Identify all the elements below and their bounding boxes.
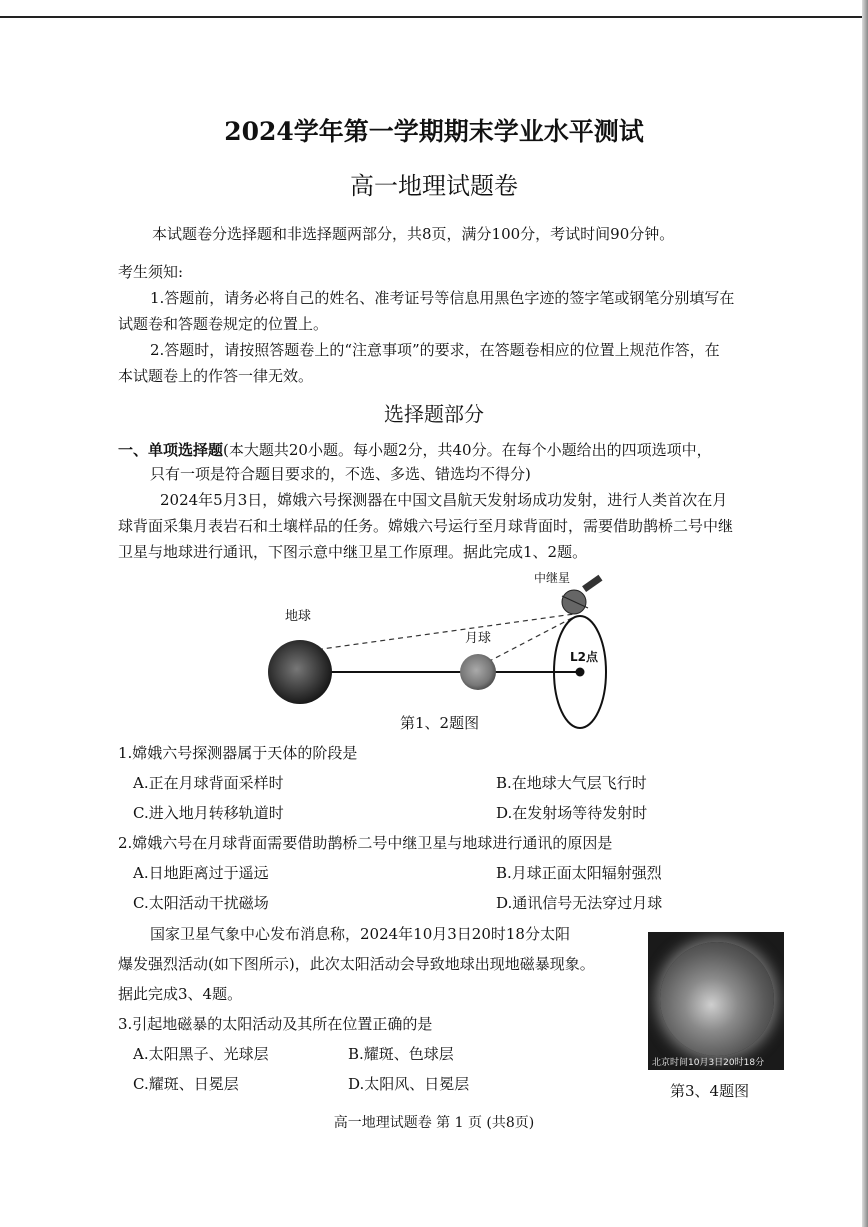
question-2-option-d[interactable]: D.通讯信号无法穿过月球 [496,894,663,912]
question-1-stem: 1.嫦娥六号探测器属于天体的阶段是 [118,744,358,762]
sun-disk-icon [660,942,774,1056]
passage-1-line-2: 球背面采集月表岩石和土壤样品的任务。嫦娥六号运行至月球背面时，需要借助鹊桥二号中继 [118,517,734,535]
question-1-option-c[interactable]: C.进入地月转移轨道时 [133,804,284,822]
question-3-option-a[interactable]: A.太阳黑子、光球层 [133,1045,269,1063]
earth-label: 地球 [284,609,312,624]
relay-satellite-diagram [250,566,630,732]
question-2-option-b[interactable]: B.月球正面太阳辐射强烈 [496,864,662,882]
question-2-option-c[interactable]: C.太阳活动干扰磁场 [133,894,269,912]
question-1-option-a[interactable]: A.正在月球背面采样时 [133,774,284,792]
l2-point-marker [576,668,585,677]
exam-intro: 本试题卷分选择题和非选择题两部分，共8页，满分100分，考试时间90分钟。 [152,225,675,243]
question-2-stem: 2.嫦娥六号在月球背面需要借助鹊桥二号中继卫星与地球进行通讯的原因是 [118,834,613,852]
passage-2-line-3: 据此完成3、4题。 [118,985,243,1003]
relay-satellite-label: 中继星 [533,571,571,585]
moon-icon [460,654,496,690]
passage-1-line-1: 2024年5月3日，嫦娥六号探测器在中国文昌航天发射场成功发射，进行人类首次在月 [160,491,728,509]
part-heading [118,440,712,460]
earth-icon [268,640,332,704]
moon-label: 月球 [464,631,492,646]
diagram-caption: 第1、2题图 [400,714,480,732]
part-description-1: (本大题共20小题。每小题2分，共40分。在每个小题给出的四项选项中， [223,441,712,459]
passage-1-line-3: 卫星与地球进行通讯，下图示意中继卫星工作原理。据此完成1、2题。 [118,543,588,561]
passage-2-line-1: 国家卫星气象中心发布消息称，2024年10月3日20时18分太阳 [150,925,570,943]
notice-heading: 考生须知: [118,263,184,281]
photo-timestamp: 北京时间10月3日20时18分 [652,1058,765,1068]
solar-activity-photo [648,932,784,1070]
question-2-option-a[interactable]: A.日地距离过于遥远 [133,864,269,882]
question-3-option-c[interactable]: C.耀斑、日冕层 [133,1075,239,1093]
section-title: 选择题部分 [384,402,484,426]
part-label: 一、单项选择题 [118,441,224,459]
page-top-edge [0,16,868,18]
page-footer: 高一地理试题卷 第 1 页 (共8页) [333,1115,535,1131]
question-3-stem: 3.引起地磁暴的太阳活动及其所在位置正确的是 [118,1015,433,1033]
part-description-2: 只有一项是符合题目要求的，不选、多选、错选均不得分) [150,465,531,483]
notice-item-1-line-1: 1.答题前，请务必将自己的姓名、准考证号等信息用黑色字迹的签字笔或钢笔分别填写在 [150,289,735,307]
question-1-option-b[interactable]: B.在地球大气层飞行时 [496,774,647,792]
exam-subtitle: 高一地理试题卷 [350,172,518,200]
sun-figure-caption: 第3、4题图 [670,1082,750,1100]
notice-item-2-line-1: 2.答题时，请按照答题卷上的“注意事项”的要求，在答题卷相应的位置上规范作答，在 [150,341,720,359]
exam-title: 2024学年第一学期期末学业水平测试 [224,117,644,146]
notice-item-2-line-2: 本试题卷上的作答一律无效。 [118,367,314,385]
earth-relay-signal-line [300,614,574,652]
l2-label: L2点 [570,650,598,664]
notice-item-1-line-2: 试题卷和答题卷规定的位置上。 [118,315,329,333]
question-3-option-d[interactable]: D.太阳风、日冕层 [348,1075,470,1093]
question-3-option-b[interactable]: B.耀斑、色球层 [348,1045,454,1063]
question-1-option-d[interactable]: D.在发射场等待发射时 [496,804,648,822]
passage-2-line-2: 爆发强烈活动(如下图所示)，此次太阳活动会导致地球出现地磁暴现象。 [118,955,595,973]
